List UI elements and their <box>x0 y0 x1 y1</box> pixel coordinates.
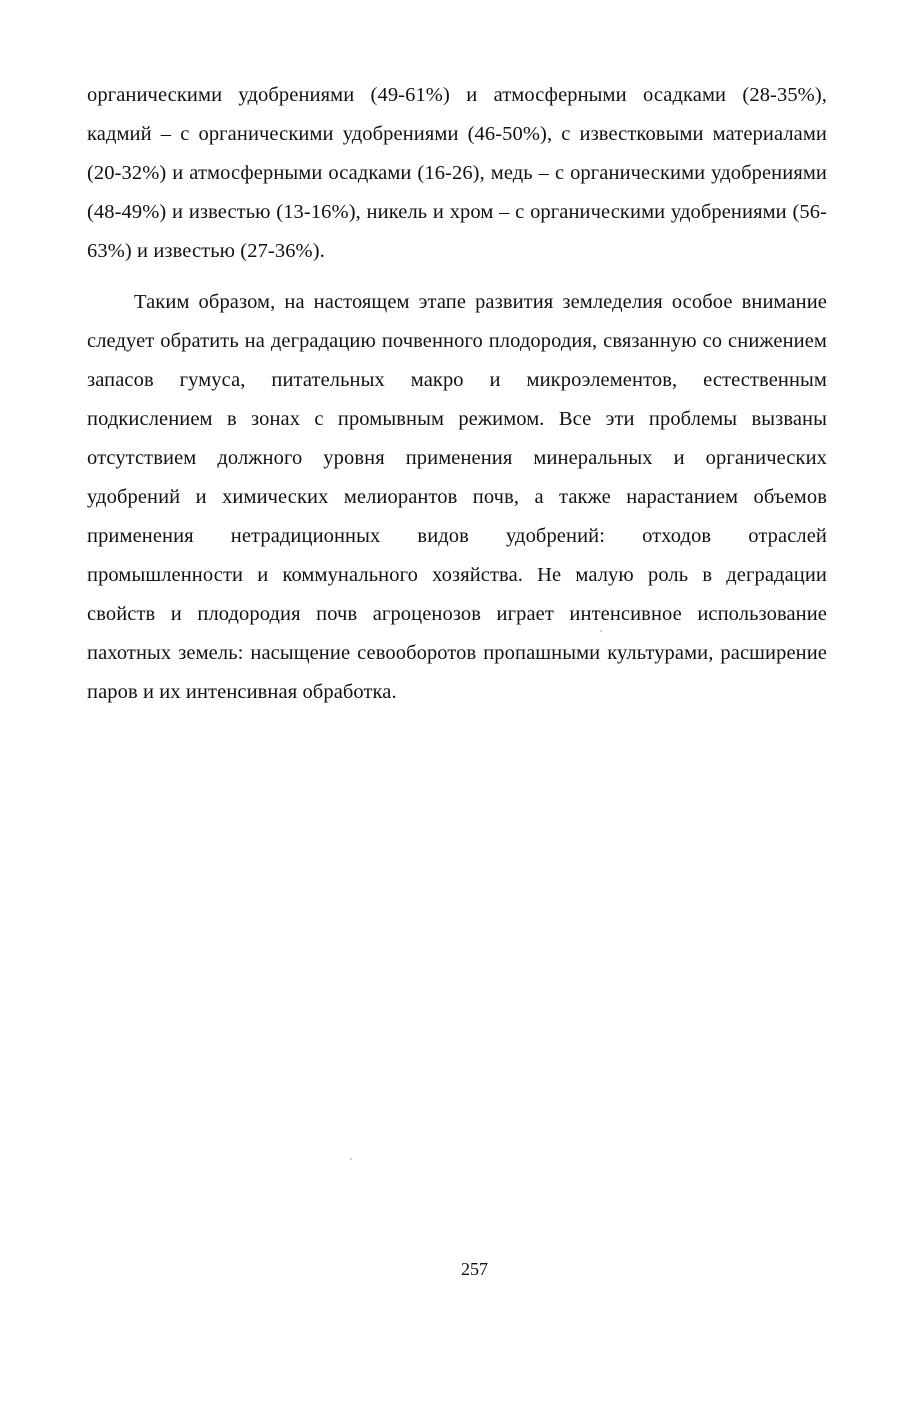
scan-speck <box>350 1158 352 1160</box>
paragraph-1: органическими удобрениями (49-61%) и атмосферными осадками (28-35%), кадмий – с органическими удобрениями (46-50%), с известковыми материалами (20-32%) и атмосферными осадками (16-26), медь – с органическими удобрениями (48-49%) и известью (13-16%), никель и хром – с органическими удобрениями (56-63%) и известью (27-36%). <box>87 84 827 262</box>
scan-speck <box>600 630 602 632</box>
paragraph-2: Таким образом, на настоящем этапе развития земледелия особое внимание следует обратить на деградацию почвенного плодородия, связанную со снижением запасов гумуса, питательных макро и микроэлементов, естественным подкислением в зонах с промывным режимом. Все эти проблемы вызваны отсутствием должного уровня применения минеральных и органических удобрений и химических мелиорантов почв, а также нарастанием объемов применения нетрадиционных видов удобрений: отходов отраслей промышленности и коммунального хозяйства. Не малую роль в деградации свойств и плодородия почв агроценозов играет интенсивное использование пахотных земель: насыщение севооборотов пропашными культурами, расширение паров и их интенсивная обработка. <box>87 291 827 703</box>
page-number: 257 <box>461 1259 488 1279</box>
